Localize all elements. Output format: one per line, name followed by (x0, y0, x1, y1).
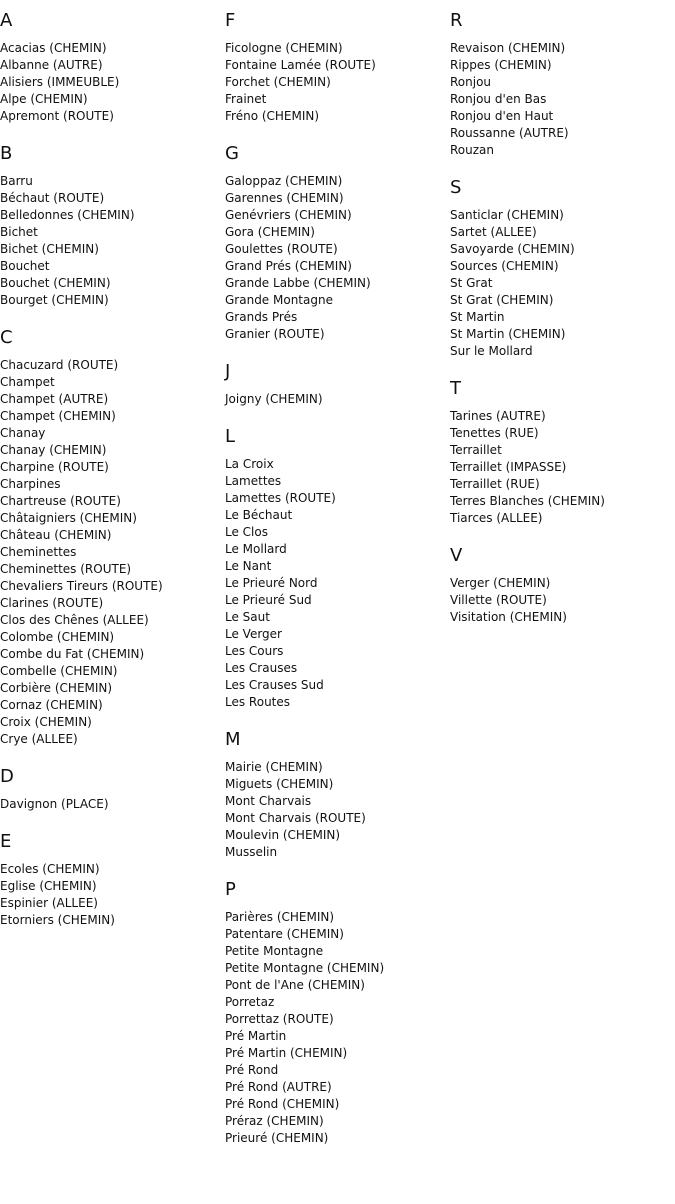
street-link[interactable]: Parières (CHEMIN) (225, 910, 335, 924)
letter-heading: M (225, 729, 241, 750)
street-link[interactable]: Sur le Mollard (450, 344, 533, 358)
street-link[interactable]: Champet (CHEMIN) (0, 409, 116, 423)
street-link[interactable]: La Croix (225, 457, 274, 471)
street-link[interactable]: Sources (CHEMIN) (450, 259, 559, 273)
street-list (450, 408, 675, 527)
letter-heading: E (0, 831, 12, 852)
street-link[interactable]: Lamettes (ROUTE) (225, 491, 336, 505)
street-link[interactable]: Genévriers (CHEMIN) (225, 208, 352, 222)
street-link[interactable]: Petite Montagne (CHEMIN) (225, 961, 385, 975)
street-link[interactable]: Corbière (CHEMIN) (0, 681, 113, 695)
street-link[interactable]: Rouzan (450, 143, 495, 157)
street-list (225, 456, 450, 711)
street-link[interactable]: Charpine (ROUTE) (0, 460, 109, 474)
street-link[interactable]: Charpines (0, 477, 61, 491)
street-link[interactable]: Le Prieuré Nord (225, 576, 318, 590)
street-link[interactable]: Visitation (CHEMIN) (450, 610, 567, 624)
street-link[interactable]: Pré Rond (225, 1063, 279, 1077)
street-link[interactable]: Grande Montagne (225, 293, 333, 307)
street-link[interactable]: Moulevin (CHEMIN) (225, 828, 341, 842)
street-link[interactable]: Tenettes (RUE) (450, 426, 539, 440)
street-link[interactable]: Fréno (CHEMIN) (225, 109, 320, 123)
street-link[interactable]: Grands Prés (225, 310, 298, 324)
street-link[interactable]: St Martin (450, 310, 505, 324)
street-link[interactable]: Colombe (CHEMIN) (0, 630, 115, 644)
letter-section (0, 831, 225, 929)
letter-section (0, 327, 225, 748)
street-list (225, 759, 450, 861)
street-list (225, 40, 450, 125)
street-link[interactable]: Alpe (CHEMIN) (0, 92, 88, 106)
street-index-column-3 (450, 10, 675, 644)
street-link[interactable]: Bourget (CHEMIN) (0, 293, 109, 307)
street-list (0, 357, 225, 748)
street-list (0, 796, 225, 813)
street-link[interactable]: Les Routes (225, 695, 291, 709)
letter-section (225, 10, 450, 125)
street-link[interactable]: Tiarces (ALLEE) (450, 511, 543, 525)
street-link[interactable]: Miguets (CHEMIN) (225, 777, 334, 791)
street-link[interactable]: Le Verger (225, 627, 282, 641)
street-link[interactable]: Chanay (CHEMIN) (0, 443, 107, 457)
street-index-column-1 (0, 10, 225, 947)
letter-section (450, 545, 675, 626)
street-link[interactable]: Villette (ROUTE) (450, 593, 547, 607)
letter-heading: G (225, 143, 239, 164)
letter-section (225, 426, 450, 711)
street-link[interactable]: Rippes (CHEMIN) (450, 58, 552, 72)
street-link[interactable]: Bichet (CHEMIN) (0, 242, 99, 256)
letter-section (225, 729, 450, 861)
street-link[interactable]: Espinier (ALLEE) (0, 896, 98, 910)
street-link[interactable]: St Martin (CHEMIN) (450, 327, 566, 341)
street-list (225, 173, 450, 343)
street-link[interactable]: Grande Labbe (CHEMIN) (225, 276, 371, 290)
street-link[interactable]: Château (CHEMIN) (0, 528, 112, 542)
letter-heading: L (225, 426, 236, 447)
street-link[interactable]: Alisiers (IMMEUBLE) (0, 75, 120, 89)
street-link[interactable]: Pré Rond (CHEMIN) (225, 1097, 340, 1111)
street-link[interactable]: Grand Prés (CHEMIN) (225, 259, 352, 273)
street-link[interactable]: Galoppaz (CHEMIN) (225, 174, 343, 188)
street-link[interactable]: Pré Rond (AUTRE) (225, 1080, 332, 1094)
street-link[interactable]: Albanne (AUTRE) (0, 58, 103, 72)
street-link[interactable]: Granier (ROUTE) (225, 327, 325, 341)
street-link[interactable]: Revaison (CHEMIN) (450, 41, 566, 55)
street-link[interactable]: Terres Blanches (CHEMIN) (450, 494, 605, 508)
letter-heading: F (225, 10, 236, 31)
street-link[interactable]: Prieuré (CHEMIN) (225, 1131, 329, 1145)
street-link[interactable]: Roussanne (AUTRE) (450, 126, 569, 140)
street-link[interactable]: Champet (AUTRE) (0, 392, 109, 406)
street-link[interactable]: Croix (CHEMIN) (0, 715, 92, 729)
street-link[interactable]: Ecoles (CHEMIN) (0, 862, 100, 876)
street-link[interactable]: Patentare (CHEMIN) (225, 927, 344, 941)
letter-heading: P (225, 879, 236, 900)
street-link[interactable]: Gora (CHEMIN) (225, 225, 315, 239)
street-link[interactable]: Ficologne (CHEMIN) (225, 41, 343, 55)
letter-section (450, 10, 675, 159)
street-link[interactable]: Barru (0, 174, 33, 188)
street-list (0, 173, 225, 309)
street-link[interactable]: Belledonnes (CHEMIN) (0, 208, 135, 222)
street-link[interactable]: Pré Martin (225, 1029, 287, 1043)
street-link[interactable]: Fontaine Lamée (ROUTE) (225, 58, 376, 72)
street-link[interactable]: Goulettes (ROUTE) (225, 242, 338, 256)
street-link[interactable]: Cheminettes (0, 545, 77, 559)
street-link[interactable]: St Grat (450, 276, 493, 290)
street-list (225, 909, 450, 1147)
letter-heading: A (0, 10, 13, 31)
street-link[interactable]: Combe du Fat (CHEMIN) (0, 647, 145, 661)
street-link[interactable]: Garennes (CHEMIN) (225, 191, 344, 205)
street-list (225, 391, 450, 408)
street-link[interactable]: Ronjou d'en Haut (450, 109, 554, 123)
letter-heading: R (450, 10, 463, 31)
street-list (450, 40, 675, 159)
street-link[interactable]: Apremont (ROUTE) (0, 109, 114, 123)
street-link[interactable]: Préraz (CHEMIN) (225, 1114, 324, 1128)
street-link[interactable]: Le Béchaut (225, 508, 293, 522)
letter-section (225, 143, 450, 343)
street-list (450, 575, 675, 626)
street-link[interactable]: Chevaliers Tireurs (ROUTE) (0, 579, 163, 593)
letter-heading: D (0, 766, 14, 787)
street-link[interactable]: Le Clos (225, 525, 268, 539)
street-link[interactable]: Porretaz (225, 995, 275, 1009)
street-list (0, 40, 225, 125)
street-link[interactable]: Frainet (225, 92, 267, 106)
letter-section (450, 177, 675, 360)
street-link[interactable]: Mont Charvais (ROUTE) (225, 811, 366, 825)
street-link[interactable]: Chanay (0, 426, 46, 440)
street-link[interactable]: Pont de l'Ane (CHEMIN) (225, 978, 365, 992)
street-link[interactable]: Etorniers (CHEMIN) (0, 913, 115, 927)
street-link[interactable]: Porrettaz (ROUTE) (225, 1012, 334, 1026)
letter-heading: T (450, 378, 461, 399)
street-link[interactable]: Clarines (ROUTE) (0, 596, 104, 610)
street-link[interactable]: Les Crauses Sud (225, 678, 324, 692)
street-link[interactable]: Cheminettes (ROUTE) (0, 562, 132, 576)
letter-heading: V (450, 545, 463, 566)
street-link[interactable]: Mairie (CHEMIN) (225, 760, 323, 774)
letter-section (0, 143, 225, 309)
street-link[interactable]: Musselin (225, 845, 278, 859)
street-link[interactable]: Santiclar (CHEMIN) (450, 208, 564, 222)
street-link[interactable]: Les Crauses (225, 661, 298, 675)
street-link[interactable]: Le Nant (225, 559, 272, 573)
street-link[interactable]: Pré Martin (CHEMIN) (225, 1046, 348, 1060)
street-link[interactable]: Bichet (0, 225, 38, 239)
street-link[interactable]: Forchet (CHEMIN) (225, 75, 331, 89)
street-link[interactable]: Béchaut (ROUTE) (0, 191, 105, 205)
letter-heading: S (450, 177, 462, 198)
street-index-column-2 (225, 10, 450, 1165)
letter-section (225, 361, 450, 408)
street-link[interactable]: Bouchet (0, 259, 50, 273)
street-link[interactable]: Les Cours (225, 644, 284, 658)
letter-section (0, 10, 225, 125)
street-link[interactable]: Chartreuse (ROUTE) (0, 494, 121, 508)
street-link[interactable]: Terraillet (450, 443, 502, 457)
letter-section (225, 879, 450, 1147)
letter-section (0, 766, 225, 813)
letter-heading: B (0, 143, 13, 164)
letter-heading: C (0, 327, 13, 348)
street-link[interactable]: Ronjou d'en Bas (450, 92, 547, 106)
street-link[interactable]: Eglise (CHEMIN) (0, 879, 97, 893)
street-link[interactable]: Petite Montagne (225, 944, 324, 958)
letter-section (450, 378, 675, 527)
street-link[interactable]: Clos des Chênes (ALLEE) (0, 613, 149, 627)
street-link[interactable]: Terraillet (IMPASSE) (450, 460, 567, 474)
letter-heading: J (225, 361, 231, 382)
street-link[interactable]: Joigny (CHEMIN) (225, 392, 323, 406)
street-link[interactable]: Lamettes (225, 474, 282, 488)
street-link[interactable]: Tarines (AUTRE) (450, 409, 546, 423)
street-link[interactable]: Combelle (CHEMIN) (0, 664, 118, 678)
street-link[interactable]: St Grat (CHEMIN) (450, 293, 554, 307)
street-link[interactable]: Verger (CHEMIN) (450, 576, 551, 590)
street-link[interactable]: Le Prieuré Sud (225, 593, 312, 607)
street-link[interactable]: Terraillet (RUE) (450, 477, 540, 491)
street-link[interactable]: Cornaz (CHEMIN) (0, 698, 103, 712)
street-link[interactable]: Sartet (ALLEE) (450, 225, 537, 239)
street-link[interactable]: Davignon (PLACE) (0, 797, 109, 811)
street-link[interactable]: Châtaigniers (CHEMIN) (0, 511, 137, 525)
street-link[interactable]: Chacuzard (ROUTE) (0, 358, 119, 372)
street-link[interactable]: Crye (ALLEE) (0, 732, 78, 746)
street-link[interactable]: Le Saut (225, 610, 270, 624)
street-link[interactable]: Ronjou (450, 75, 492, 89)
street-link[interactable]: Mont Charvais (225, 794, 312, 808)
street-link[interactable]: Champet (0, 375, 55, 389)
street-link[interactable]: Bouchet (CHEMIN) (0, 276, 111, 290)
street-list (450, 207, 675, 360)
street-link[interactable]: Savoyarde (CHEMIN) (450, 242, 575, 256)
street-list (0, 861, 225, 929)
street-link[interactable]: Le Mollard (225, 542, 287, 556)
street-link[interactable]: Acacias (CHEMIN) (0, 41, 107, 55)
